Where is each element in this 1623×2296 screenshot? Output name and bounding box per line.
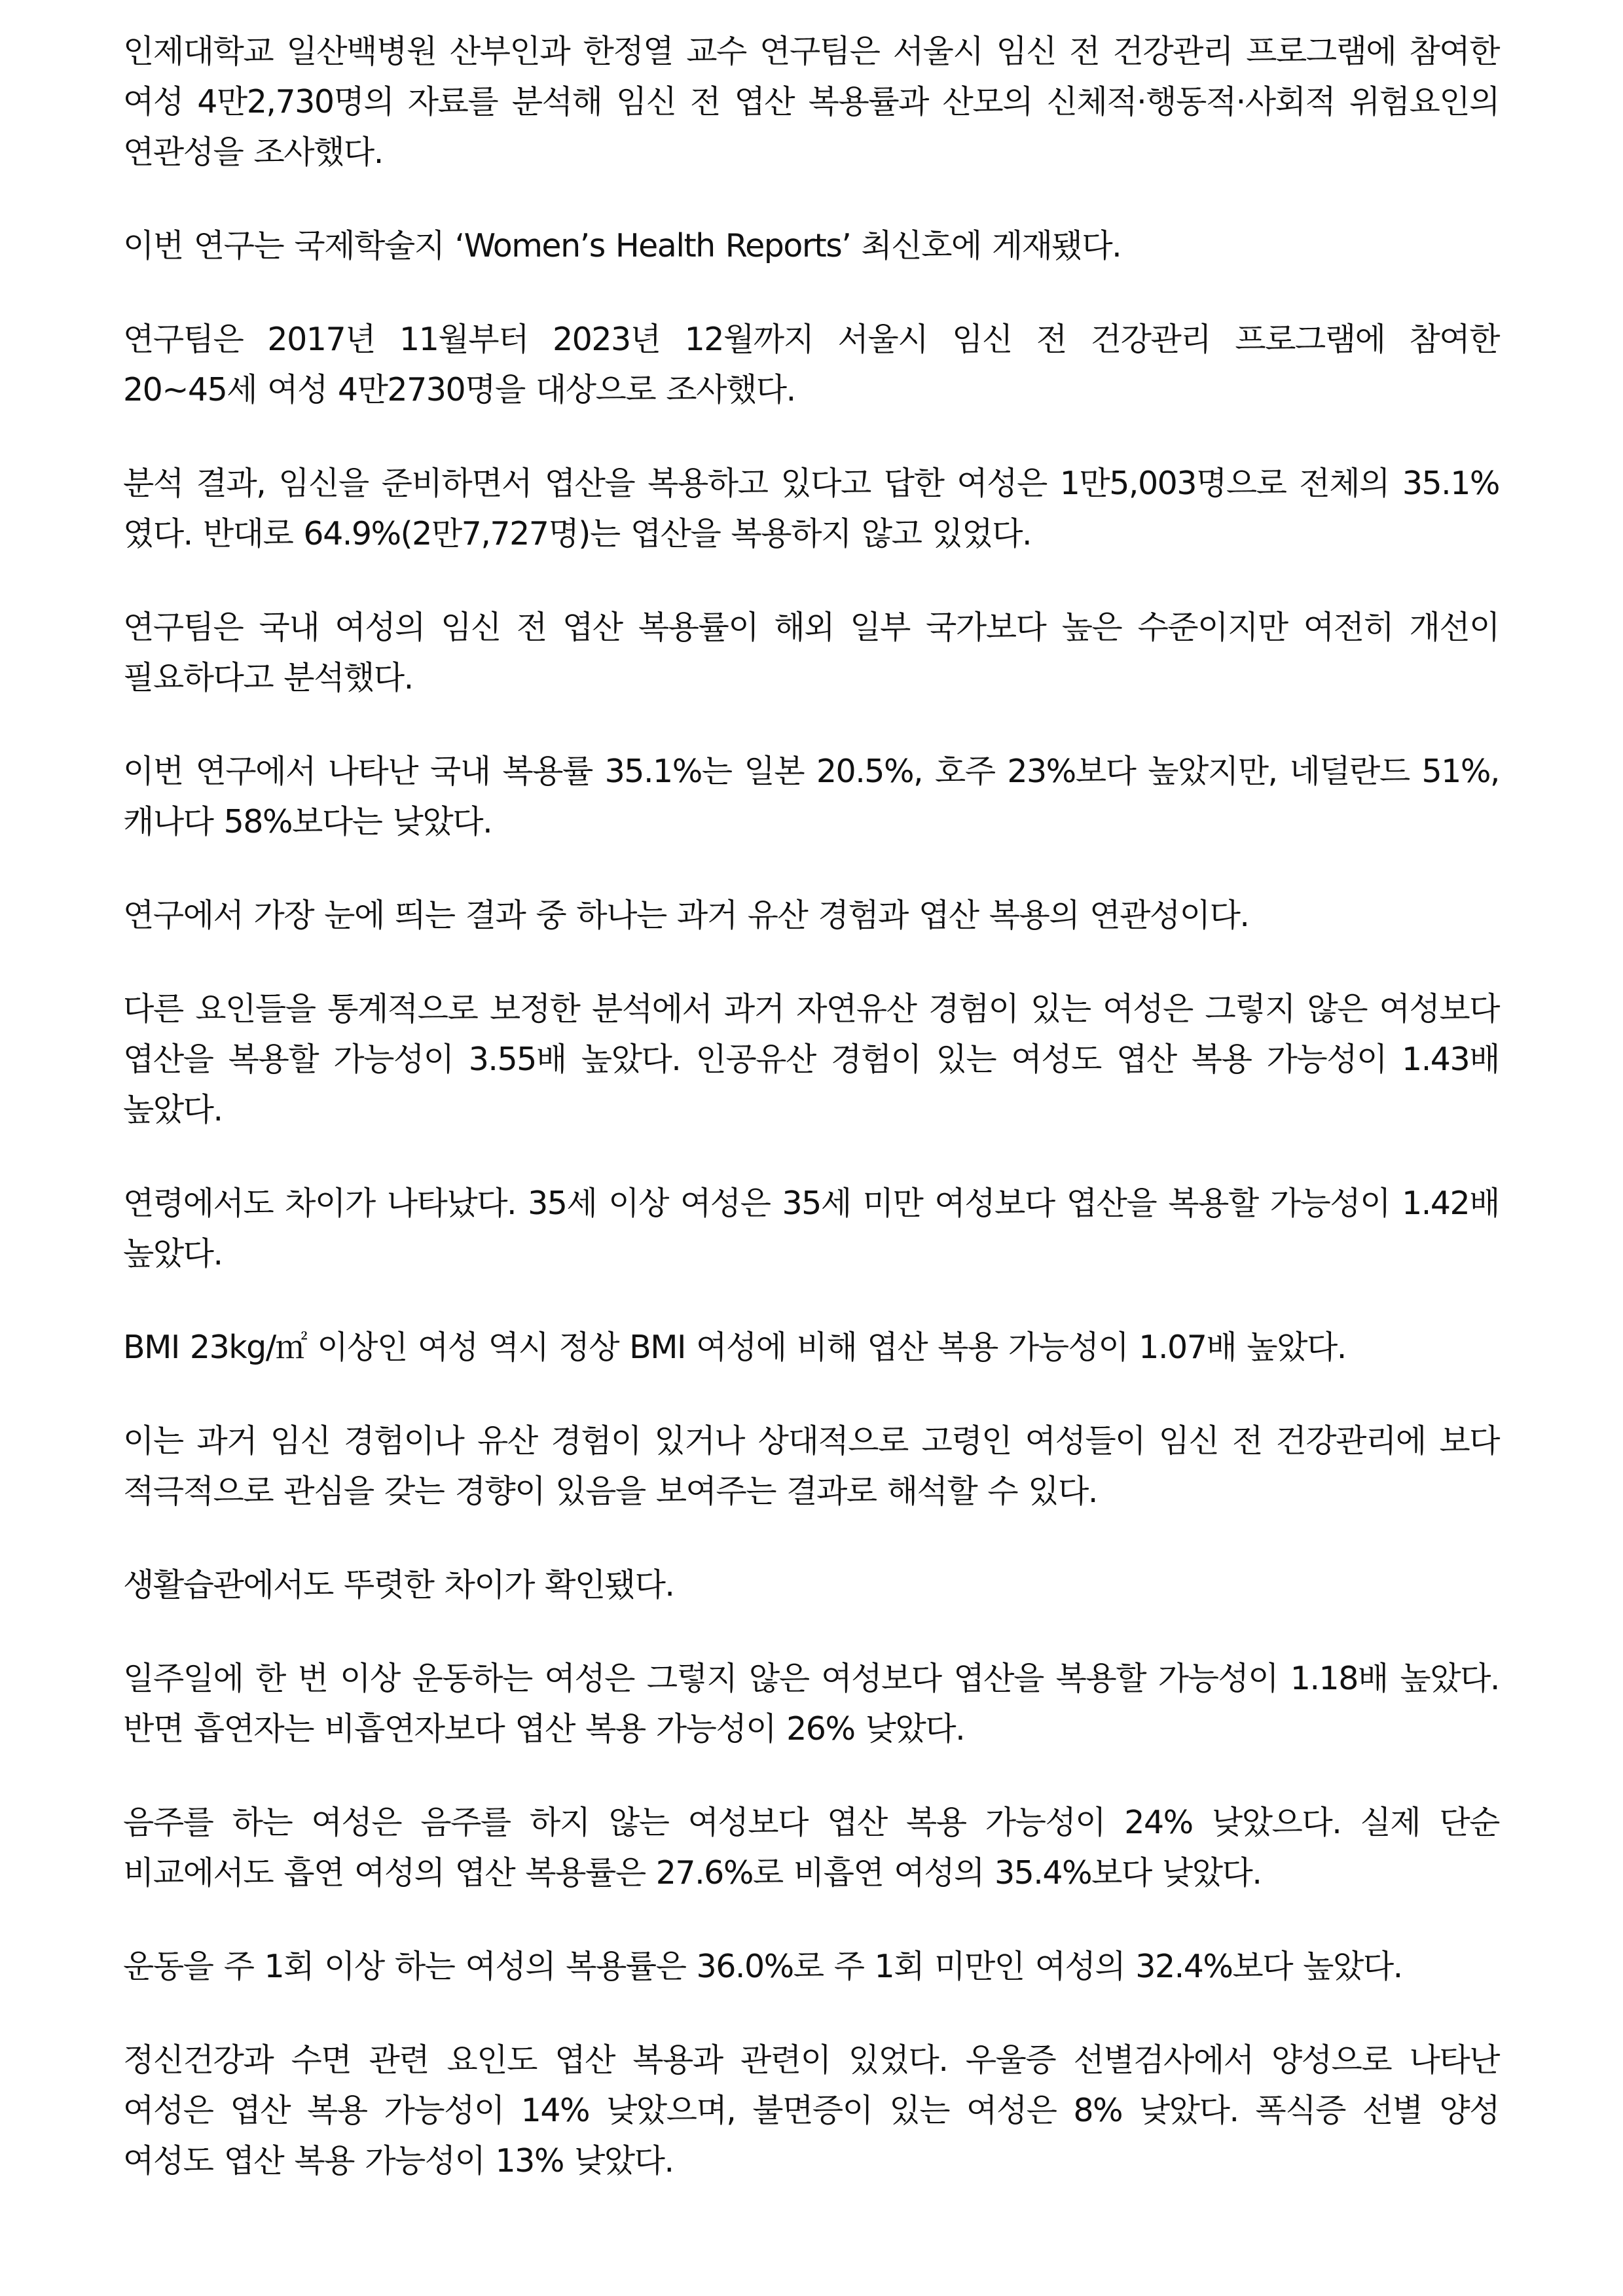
paragraph-folic-acid-rate: 분석 결과, 임신을 준비하면서 엽산을 복용하고 있다고 답한 여성은 1만5,003명으로 전체의 35.1%였다. 반대로 64.9%(2만7,727명)는 엽산을 복용하지 않고 있었다. xyxy=(123,465,1499,552)
paragraph-interpretation: 이는 과거 임신 경험이나 유산 경험이 있거나 상대적으로 고령인 여성들이 임신 전 건강관리에 보다 적극적으로 관심을 갖는 경향이 있음을 보여주는 결과로 해석할 수 있다. xyxy=(123,1422,1499,1510)
paragraph-improvement-needed: 연구팀은 국내 여성의 임신 전 엽산 복용률이 해외 일부 국가보다 높은 수준이지만 여전히 개선이 필요하다고 분석했다. xyxy=(123,609,1499,696)
paragraph-age-difference: 연령에서도 차이가 나타났다. 35세 이상 여성은 35세 미만 여성보다 엽산을 복용할 가능성이 1.42배 높았다. xyxy=(123,1185,1499,1272)
paragraph-bmi: BMI 23kg/㎡ 이상인 여성 역시 정상 BMI 여성에 비해 엽산 복용 가능성이 1.07배 높았다. xyxy=(123,1329,1346,1366)
paragraph-exercise-rate: 운동을 주 1회 이상 하는 여성의 복용률은 36.0%로 주 1회 미만인 여성의 32.4%보다 높았다. xyxy=(123,1948,1402,1985)
paragraph-exercise-smoking: 일주일에 한 번 이상 운동하는 여성은 그렇지 않은 여성보다 엽산을 복용할 가능성이 1.18배 높았다. 반면 흡연자는 비흡연자보다 엽산 복용 가능성이 26% 낮았다. xyxy=(123,1660,1499,1748)
paragraph-drinking: 음주를 하는 여성은 음주를 하지 않는 여성보다 엽산 복용 가능성이 24% 낮았으다. 실제 단순 비교에서도 흡연 여성의 엽산 복용률은 27.6%로 비흡연 여성의 35.4%보다 낮았다. xyxy=(123,1804,1499,1892)
paragraph-mental-health: 정신건강과 수면 관련 요인도 엽산 복용과 관련이 있었다. 우울증 선별검사에서 양성으로 나타난 여성은 엽산 복용 가능성이 14% 낮았으며, 불면증이 있는 여성은 8% 낮았다. 폭식증 선별 양성 여성도 엽산 복용 가능성이 13% 낮았다. xyxy=(123,2041,1499,2179)
paragraph-study-overview: 인제대학교 일산백병원 산부인과 한정열 교수 연구팀은 서울시 임신 전 건강관리 프로그램에 참여한 여성 4만2,730명의 자료를 분석해 임신 전 엽산 복용률과 산모의 신체적·행동적·사회적 위험요인의 연관성을 조사했다. xyxy=(123,33,1499,171)
paragraph-lifestyle-intro: 생활습관에서도 뚜렷한 차이가 확인됐다. xyxy=(123,1566,674,1604)
document-body xyxy=(123,26,1499,2186)
paragraph-miscarriage-odds: 다른 요인들을 통계적으로 보정한 분석에서 과거 자연유산 경험이 있는 여성은 그렇지 않은 여성보다 엽산을 복용할 가능성이 3.55배 높았다. 인공유산 경험이 있는 여성도 엽산 복용 가능성이 1.43배 높았다. xyxy=(123,990,1499,1128)
paragraph-publication: 이번 연구는 국제학술지 ‘Women’s Health Reports’ 최신호에 게재됐다. xyxy=(123,227,1122,264)
paragraph-study-period: 연구팀은 2017년 11월부터 2023년 12월까지 서울시 임신 전 건강관리 프로그램에 참여한 20~45세 여성 4만2730명을 대상으로 조사했다. xyxy=(123,321,1499,408)
paragraph-miscarriage-finding: 연구에서 가장 눈에 띄는 결과 중 하나는 과거 유산 경험과 엽산 복용의 연관성이다. xyxy=(123,897,1249,934)
paragraph-international-comparison: 이번 연구에서 나타난 국내 복용률 35.1%는 일본 20.5%, 호주 23%보다 높았지만, 네덜란드 51%, 캐나다 58%보다는 낮았다. xyxy=(123,753,1499,840)
